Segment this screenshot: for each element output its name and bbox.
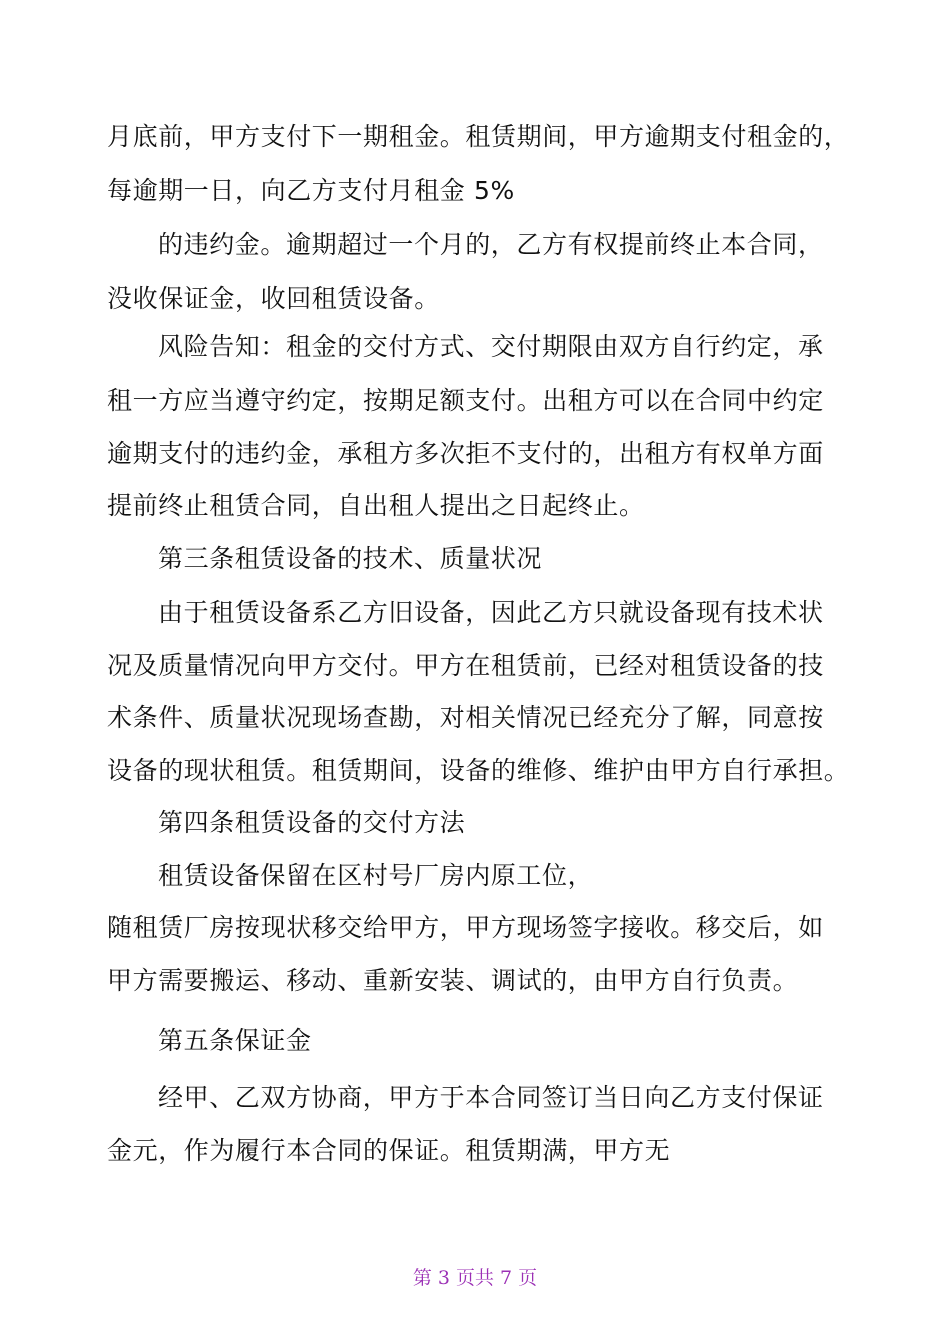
section-heading: 第三条租赁设备的技术、质量状况 xyxy=(158,544,543,573)
text-line: 况及质量情况向甲方交付。甲方在租赁前，已经对租赁设备的技 xyxy=(107,651,824,680)
text-line: 月底前，甲方支付下一期租金。租赁期间，甲方逾期支付租金的， xyxy=(107,122,850,151)
text-line: 金元，作为履行本合同的保证。租赁期满，甲方无 xyxy=(107,1136,671,1165)
text-line: 租一方应当遵守约定，按期足额支付。出租方可以在合同中约定 xyxy=(107,386,824,415)
text-line: 甲方需要搬运、移动、重新安装、调试的，由甲方自行负责。 xyxy=(107,966,799,995)
text-line: 设备的现状租赁。租赁期间，设备的维修、维护由甲方自行承担。 xyxy=(107,756,850,785)
text-line: 由于租赁设备系乙方旧设备，因此乙方只就设备现有技术状 xyxy=(158,598,824,627)
section-heading: 第五条保证金 xyxy=(158,1026,312,1055)
text-line: 每逾期一日，向乙方支付月租金 5% xyxy=(107,176,515,205)
page-number: 第 3 页共 7 页 xyxy=(412,1267,538,1289)
text-line: 的违约金。逾期超过一个月的，乙方有权提前终止本合同， xyxy=(158,230,824,259)
text-line: 经甲、乙双方协商，甲方于本合同签订当日向乙方支付保证 xyxy=(158,1083,824,1112)
text-line: 术条件、质量状况现场查勘，对相关情况已经充分了解，同意按 xyxy=(107,703,824,732)
text-line: 随租赁厂房按现状移交给甲方，甲方现场签字接收。移交后，如 xyxy=(107,913,824,942)
text-line: 风险告知：租金的交付方式、交付期限由双方自行约定，承 xyxy=(158,332,824,361)
text-line: 逾期支付的违约金，承租方多次拒不支付的，出租方有权单方面 xyxy=(107,439,824,468)
text-line: 提前终止租赁合同，自出租人提出之日起终止。 xyxy=(107,491,645,520)
section-heading: 第四条租赁设备的交付方法 xyxy=(158,808,466,837)
text-line: 没收保证金，收回租赁设备。 xyxy=(107,284,440,313)
text-line: 租赁设备保留在区村号厂房内原工位， xyxy=(158,861,594,890)
